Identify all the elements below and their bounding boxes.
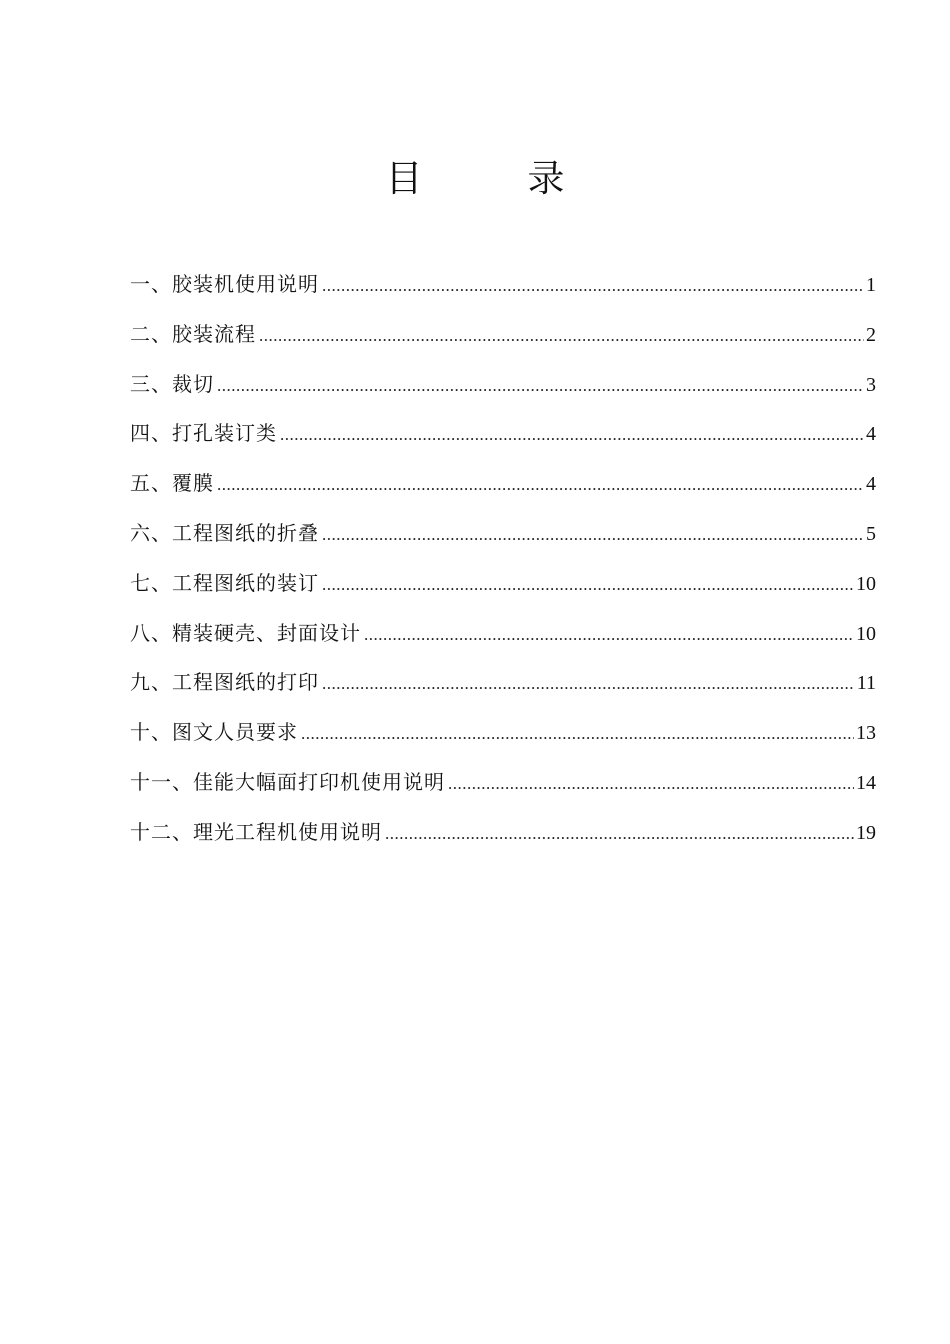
- toc-leader-dots: [217, 468, 864, 502]
- toc-entry-label: 八、精装硬壳、封面设计: [130, 620, 361, 645]
- toc-entry-label: 四、打孔装订类: [130, 421, 277, 446]
- toc-entry-label: 五、覆膜: [130, 471, 214, 496]
- toc-entry[interactable]: [130, 466, 876, 516]
- toc-entry-label: 十、图文人员要求: [130, 720, 298, 745]
- toc-entry-label: 十二、理光工程机使用说明: [130, 819, 382, 844]
- toc-leader-dots: [448, 767, 854, 801]
- toc-entry-page: 4: [866, 423, 876, 446]
- toc-entry-page: 3: [866, 373, 876, 396]
- toc-entry[interactable]: [130, 267, 876, 317]
- toc-entry-label: 七、工程图纸的装订: [130, 570, 319, 595]
- toc-leader-dots: [280, 418, 864, 452]
- toc-entry-page: 13: [856, 722, 876, 745]
- toc-entry[interactable]: [130, 665, 876, 715]
- toc-entry-page: 10: [856, 572, 876, 595]
- toc-entry-label: 十一、佳能大幅面打印机使用说明: [130, 769, 445, 794]
- toc-entry[interactable]: [130, 815, 876, 865]
- toc-leader-dots: [385, 817, 854, 851]
- page-title: 目 录: [385, 157, 599, 200]
- toc-entry[interactable]: [130, 516, 876, 566]
- toc-entry-label: 三、裁切: [130, 371, 214, 396]
- toc-entry[interactable]: [130, 715, 876, 765]
- toc-entry-page: 19: [856, 821, 876, 844]
- toc-entry-label: 一、胶装机使用说明: [130, 272, 319, 296]
- toc-entry-page: 10: [856, 622, 876, 645]
- toc-entry[interactable]: [130, 317, 876, 367]
- table-of-contents: [130, 267, 876, 865]
- toc-leader-dots: [322, 667, 855, 701]
- toc-entry-label: 九、工程图纸的打印: [130, 670, 319, 695]
- toc-entry-page: 4: [866, 473, 876, 496]
- toc-leader-dots: [301, 717, 854, 751]
- toc-leader-dots: [322, 518, 864, 552]
- toc-leader-dots: [259, 319, 864, 353]
- toc-entry-page: 14: [856, 771, 876, 794]
- toc-leader-dots: [322, 269, 864, 303]
- toc-entry-page: 11: [856, 672, 876, 695]
- toc-entry[interactable]: [130, 566, 876, 616]
- toc-entry[interactable]: [130, 765, 876, 815]
- toc-leader-dots: [322, 568, 854, 602]
- toc-entry[interactable]: [130, 416, 876, 466]
- toc-entry-page: 2: [866, 323, 876, 346]
- toc-entry-label: 二、胶装流程: [130, 321, 256, 346]
- toc-entry[interactable]: [130, 616, 876, 666]
- toc-entry-page: 1: [866, 274, 876, 296]
- toc-leader-dots: [217, 369, 864, 403]
- toc-leader-dots: [364, 618, 854, 652]
- toc-entry-page: 5: [866, 522, 876, 545]
- toc-entry[interactable]: [130, 367, 876, 417]
- toc-entry-label: 六、工程图纸的折叠: [130, 520, 319, 545]
